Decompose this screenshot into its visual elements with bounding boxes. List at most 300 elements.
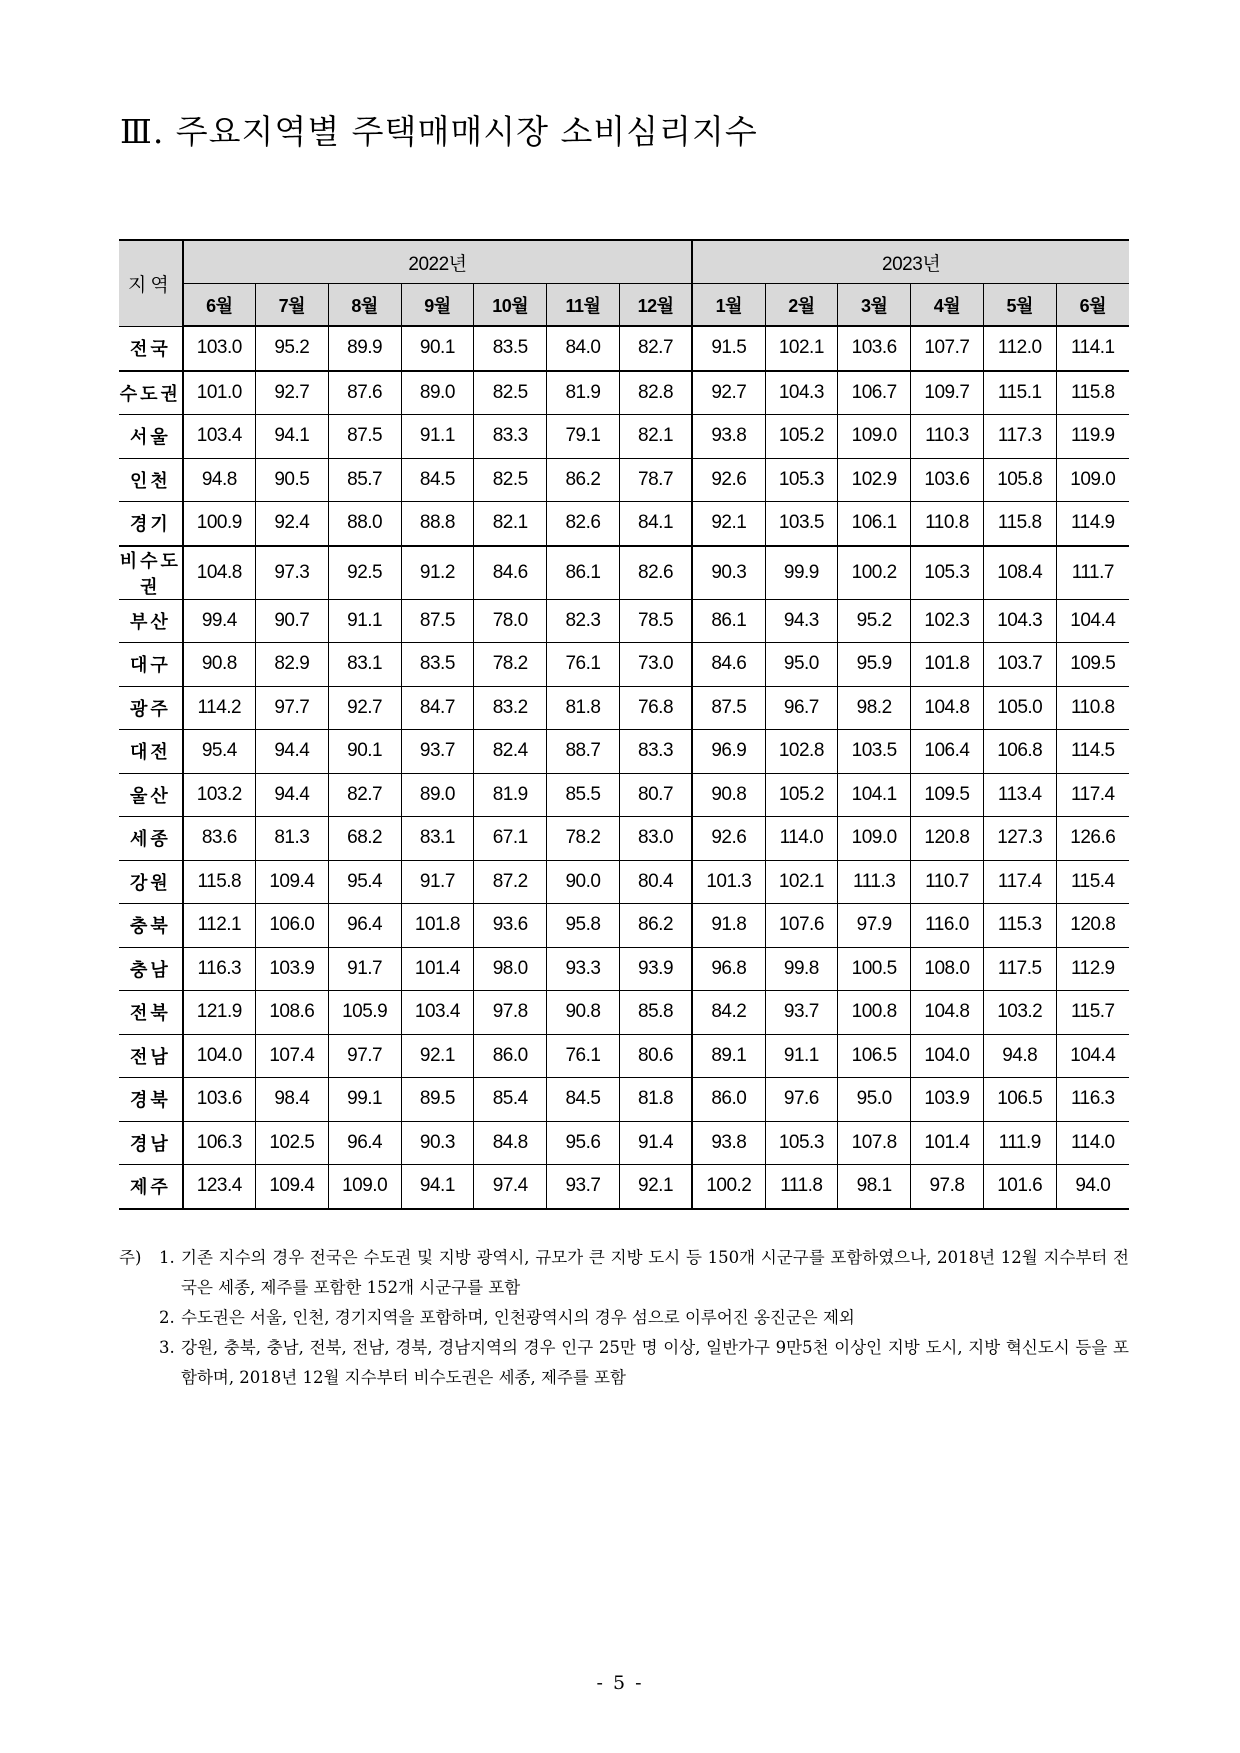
index-value-cell: 84.5 — [401, 458, 474, 502]
index-value-cell: 99.9 — [765, 546, 838, 600]
index-value-cell: 90.1 — [328, 730, 401, 774]
table-row — [119, 1165, 1129, 1209]
index-value-cell: 97.9 — [838, 904, 911, 948]
index-value-cell: 103.0 — [183, 326, 256, 371]
index-value-cell: 98.4 — [255, 1078, 328, 1122]
index-value-cell: 84.7 — [401, 686, 474, 730]
index-value-cell: 87.5 — [328, 415, 401, 459]
index-value-cell: 68.2 — [328, 817, 401, 861]
index-value-cell: 83.1 — [401, 817, 474, 861]
index-value-cell: 115.8 — [183, 860, 256, 904]
index-value-cell: 100.8 — [838, 991, 911, 1035]
index-value-cell: 102.1 — [765, 326, 838, 371]
index-value-cell: 81.8 — [619, 1078, 692, 1122]
index-value-cell: 96.4 — [328, 904, 401, 948]
index-value-cell: 88.7 — [547, 730, 620, 774]
index-value-cell: 103.9 — [911, 1078, 984, 1122]
index-value-cell: 105.9 — [328, 991, 401, 1035]
index-value-cell: 95.2 — [255, 326, 328, 371]
index-value-cell: 101.4 — [911, 1121, 984, 1165]
table-row — [119, 546, 1129, 600]
index-value-cell: 93.9 — [619, 947, 692, 991]
index-value-cell: 107.8 — [838, 1121, 911, 1165]
index-value-cell: 84.6 — [692, 643, 765, 687]
index-value-cell: 117.3 — [983, 415, 1056, 459]
index-value-cell: 103.5 — [838, 730, 911, 774]
index-value-cell: 78.0 — [474, 599, 547, 643]
index-value-cell: 102.1 — [765, 860, 838, 904]
table-row — [119, 773, 1129, 817]
index-value-cell: 109.4 — [255, 860, 328, 904]
index-value-cell: 104.3 — [765, 371, 838, 415]
table-row — [119, 1121, 1129, 1165]
index-value-cell: 86.1 — [547, 546, 620, 600]
index-value-cell: 114.0 — [765, 817, 838, 861]
region-name: 부산 — [119, 599, 183, 643]
index-value-cell: 89.5 — [401, 1078, 474, 1122]
index-value-cell: 90.8 — [547, 991, 620, 1035]
index-value-cell: 108.0 — [911, 947, 984, 991]
index-value-cell: 109.5 — [1056, 643, 1129, 687]
month-header: 6월 — [183, 284, 256, 327]
page-number: - 5 - — [596, 1672, 644, 1694]
index-value-cell: 103.4 — [401, 991, 474, 1035]
footnote-number: 3. — [159, 1338, 175, 1357]
index-value-cell: 97.3 — [255, 546, 328, 600]
index-value-cell: 109.5 — [911, 773, 984, 817]
month-header: 12월 — [619, 284, 692, 327]
index-value-cell: 104.4 — [1056, 1034, 1129, 1078]
table-row — [119, 686, 1129, 730]
index-value-cell: 92.4 — [255, 502, 328, 546]
index-value-cell: 82.5 — [474, 371, 547, 415]
index-value-cell: 104.0 — [911, 1034, 984, 1078]
index-value-cell: 100.9 — [183, 502, 256, 546]
index-value-cell: 107.6 — [765, 904, 838, 948]
index-value-cell: 84.0 — [547, 326, 620, 371]
index-value-cell: 94.0 — [1056, 1165, 1129, 1209]
index-value-cell: 111.3 — [838, 860, 911, 904]
index-value-cell: 99.8 — [765, 947, 838, 991]
month-header: 5월 — [983, 284, 1056, 327]
index-value-cell: 78.7 — [619, 458, 692, 502]
index-value-cell: 82.6 — [547, 502, 620, 546]
index-value-cell: 103.6 — [911, 458, 984, 502]
index-value-cell: 101.8 — [401, 904, 474, 948]
index-value-cell: 104.8 — [183, 546, 256, 600]
footnote-prefix: 주) — [119, 1248, 142, 1267]
index-value-cell: 99.4 — [183, 599, 256, 643]
index-value-cell: 95.4 — [328, 860, 401, 904]
index-value-cell: 92.1 — [692, 502, 765, 546]
index-value-cell: 91.1 — [765, 1034, 838, 1078]
index-value-cell: 112.1 — [183, 904, 256, 948]
month-header: 10월 — [474, 284, 547, 327]
index-value-cell: 89.9 — [328, 326, 401, 371]
index-value-cell: 98.1 — [838, 1165, 911, 1209]
index-value-cell: 115.3 — [983, 904, 1056, 948]
index-value-cell: 117.5 — [983, 947, 1056, 991]
index-value-cell: 94.3 — [765, 599, 838, 643]
index-value-cell: 82.7 — [619, 326, 692, 371]
index-value-cell: 90.7 — [255, 599, 328, 643]
index-value-cell: 89.0 — [401, 371, 474, 415]
region-name: 전국 — [119, 326, 183, 371]
month-header: 2월 — [765, 284, 838, 327]
index-value-cell: 94.1 — [255, 415, 328, 459]
index-value-cell: 104.8 — [911, 991, 984, 1035]
month-header: 6월 — [1056, 284, 1129, 327]
index-value-cell: 83.3 — [474, 415, 547, 459]
index-value-cell: 105.3 — [765, 458, 838, 502]
index-value-cell: 92.7 — [328, 686, 401, 730]
footnote-number: 2. — [159, 1308, 175, 1327]
table-row — [119, 947, 1129, 991]
region-name: 비수도권 — [119, 546, 183, 600]
index-value-cell: 120.8 — [911, 817, 984, 861]
month-header: 7월 — [255, 284, 328, 327]
index-value-cell: 82.1 — [619, 415, 692, 459]
index-value-cell: 95.8 — [547, 904, 620, 948]
index-value-cell: 96.7 — [765, 686, 838, 730]
region-name: 충북 — [119, 904, 183, 948]
index-value-cell: 115.7 — [1056, 991, 1129, 1035]
footnote-text: 기존 지수의 경우 전국은 수도권 및 지방 광역시, 규모가 큰 지방 도시 등 150개 시군구를 포함하였으나, 2018년 12월 지수부터 전국은 세종, 제주를 포함한 152개 시군구를 포함 — [181, 1248, 1129, 1297]
index-value-cell: 119.9 — [1056, 415, 1129, 459]
index-value-cell: 116.3 — [183, 947, 256, 991]
index-value-cell: 84.6 — [474, 546, 547, 600]
index-value-cell: 78.5 — [619, 599, 692, 643]
index-value-cell: 88.8 — [401, 502, 474, 546]
index-value-cell: 100.2 — [692, 1165, 765, 1209]
index-value-cell: 92.7 — [692, 371, 765, 415]
index-value-cell: 121.9 — [183, 991, 256, 1035]
month-header: 1월 — [692, 284, 765, 327]
index-value-cell: 103.5 — [765, 502, 838, 546]
index-value-cell: 90.0 — [547, 860, 620, 904]
index-value-cell: 85.7 — [328, 458, 401, 502]
index-value-cell: 97.7 — [255, 686, 328, 730]
year-header-row — [119, 240, 1129, 284]
index-value-cell: 82.5 — [474, 458, 547, 502]
region-name: 경남 — [119, 1121, 183, 1165]
month-header: 4월 — [911, 284, 984, 327]
index-value-cell: 105.2 — [765, 415, 838, 459]
index-value-cell: 92.6 — [692, 817, 765, 861]
index-value-cell: 102.9 — [838, 458, 911, 502]
index-value-cell: 103.6 — [838, 326, 911, 371]
index-value-cell: 109.4 — [255, 1165, 328, 1209]
index-value-cell: 105.0 — [983, 686, 1056, 730]
region-name: 광주 — [119, 686, 183, 730]
footnote-number: 1. — [159, 1248, 175, 1267]
region-name: 대전 — [119, 730, 183, 774]
index-value-cell: 113.4 — [983, 773, 1056, 817]
footnotes — [119, 1243, 1129, 1393]
index-value-cell: 84.1 — [619, 502, 692, 546]
index-value-cell: 97.8 — [911, 1165, 984, 1209]
index-value-cell: 76.1 — [547, 643, 620, 687]
index-value-cell: 82.6 — [619, 546, 692, 600]
index-value-cell: 94.4 — [255, 773, 328, 817]
index-value-cell: 110.8 — [911, 502, 984, 546]
index-value-cell: 110.8 — [1056, 686, 1129, 730]
index-value-cell: 117.4 — [1056, 773, 1129, 817]
index-value-cell: 103.9 — [255, 947, 328, 991]
index-value-cell: 81.9 — [547, 371, 620, 415]
month-header-row — [119, 284, 1129, 327]
index-value-cell: 93.3 — [547, 947, 620, 991]
index-value-cell: 114.2 — [183, 686, 256, 730]
index-value-cell: 123.4 — [183, 1165, 256, 1209]
index-value-cell: 84.2 — [692, 991, 765, 1035]
index-value-cell: 91.1 — [328, 599, 401, 643]
month-header: 11월 — [547, 284, 620, 327]
index-value-cell: 106.1 — [838, 502, 911, 546]
table-row — [119, 1078, 1129, 1122]
index-value-cell: 92.1 — [401, 1034, 474, 1078]
index-value-cell: 78.2 — [547, 817, 620, 861]
index-value-cell: 83.2 — [474, 686, 547, 730]
index-value-cell: 105.2 — [765, 773, 838, 817]
index-value-cell: 96.4 — [328, 1121, 401, 1165]
index-value-cell: 105.8 — [983, 458, 1056, 502]
index-value-cell: 83.5 — [401, 643, 474, 687]
index-value-cell: 110.7 — [911, 860, 984, 904]
index-value-cell: 109.7 — [911, 371, 984, 415]
index-value-cell: 101.6 — [983, 1165, 1056, 1209]
region-name: 전북 — [119, 991, 183, 1035]
index-value-cell: 93.7 — [401, 730, 474, 774]
index-value-cell: 104.8 — [911, 686, 984, 730]
table-row — [119, 991, 1129, 1035]
region-name: 경기 — [119, 502, 183, 546]
month-header: 8월 — [328, 284, 401, 327]
index-value-cell: 102.5 — [255, 1121, 328, 1165]
index-value-cell: 76.1 — [547, 1034, 620, 1078]
index-value-cell: 80.4 — [619, 860, 692, 904]
index-value-cell: 111.8 — [765, 1165, 838, 1209]
index-value-cell: 91.7 — [328, 947, 401, 991]
index-value-cell: 104.3 — [983, 599, 1056, 643]
index-value-cell: 114.9 — [1056, 502, 1129, 546]
index-value-cell: 91.4 — [619, 1121, 692, 1165]
index-value-cell: 84.5 — [547, 1078, 620, 1122]
index-value-cell: 96.9 — [692, 730, 765, 774]
index-value-cell: 97.8 — [474, 991, 547, 1035]
table-row — [119, 1034, 1129, 1078]
table-row — [119, 730, 1129, 774]
index-value-cell: 95.4 — [183, 730, 256, 774]
region-name: 서울 — [119, 415, 183, 459]
footnote-text: 강원, 충북, 충남, 전북, 전남, 경북, 경남지역의 경우 인구 25만 명 이상, 일반가구 9만5천 이상인 지방 도시, 지방 혁신도시 등을 포함하며, 2018년 12월 지수부터 비수도권은 세종, 제주를 포함 — [181, 1338, 1129, 1387]
region-name: 충남 — [119, 947, 183, 991]
index-value-cell: 106.0 — [255, 904, 328, 948]
table-row — [119, 502, 1129, 546]
index-value-cell: 105.3 — [911, 546, 984, 600]
index-value-cell: 106.8 — [983, 730, 1056, 774]
index-value-cell: 83.6 — [183, 817, 256, 861]
index-value-cell: 87.2 — [474, 860, 547, 904]
region-name: 인천 — [119, 458, 183, 502]
year-header-2023: 2023년 — [692, 240, 1129, 284]
index-value-cell: 86.1 — [692, 599, 765, 643]
index-value-cell: 93.8 — [692, 1121, 765, 1165]
index-value-cell: 85.5 — [547, 773, 620, 817]
index-value-cell: 90.8 — [183, 643, 256, 687]
index-value-cell: 114.0 — [1056, 1121, 1129, 1165]
index-value-cell: 91.1 — [401, 415, 474, 459]
index-value-cell: 76.8 — [619, 686, 692, 730]
index-value-cell: 83.0 — [619, 817, 692, 861]
index-value-cell: 116.0 — [911, 904, 984, 948]
index-value-cell: 91.2 — [401, 546, 474, 600]
index-value-cell: 93.8 — [692, 415, 765, 459]
index-value-cell: 85.4 — [474, 1078, 547, 1122]
index-value-cell: 111.7 — [1056, 546, 1129, 600]
index-value-cell: 86.2 — [619, 904, 692, 948]
index-value-cell: 78.2 — [474, 643, 547, 687]
index-value-cell: 90.3 — [692, 546, 765, 600]
index-value-cell: 104.0 — [183, 1034, 256, 1078]
index-value-cell: 93.7 — [765, 991, 838, 1035]
index-value-cell: 89.0 — [401, 773, 474, 817]
index-value-cell: 89.1 — [692, 1034, 765, 1078]
month-header: 9월 — [401, 284, 474, 327]
footnote-item — [119, 1303, 1129, 1333]
index-value-cell: 87.5 — [401, 599, 474, 643]
index-value-cell: 109.0 — [838, 817, 911, 861]
index-value-cell: 101.3 — [692, 860, 765, 904]
month-header: 3월 — [838, 284, 911, 327]
index-value-cell: 104.4 — [1056, 599, 1129, 643]
index-value-cell: 127.3 — [983, 817, 1056, 861]
index-value-cell: 90.5 — [255, 458, 328, 502]
table-row — [119, 415, 1129, 459]
index-value-cell: 102.3 — [911, 599, 984, 643]
index-value-cell: 87.5 — [692, 686, 765, 730]
index-value-cell: 91.5 — [692, 326, 765, 371]
index-value-cell: 109.0 — [1056, 458, 1129, 502]
index-value-cell: 95.6 — [547, 1121, 620, 1165]
index-value-cell: 110.3 — [911, 415, 984, 459]
index-value-cell: 86.2 — [547, 458, 620, 502]
index-value-cell: 115.1 — [983, 371, 1056, 415]
index-value-cell: 83.3 — [619, 730, 692, 774]
table-body — [119, 326, 1129, 1209]
index-value-cell: 112.9 — [1056, 947, 1129, 991]
index-value-cell: 94.8 — [983, 1034, 1056, 1078]
region-name: 제주 — [119, 1165, 183, 1209]
index-value-cell: 94.8 — [183, 458, 256, 502]
index-value-cell: 101.4 — [401, 947, 474, 991]
consumer-sentiment-index-table — [119, 239, 1129, 1210]
index-value-cell: 109.0 — [838, 415, 911, 459]
index-value-cell: 111.9 — [983, 1121, 1056, 1165]
index-value-cell: 95.9 — [838, 643, 911, 687]
index-value-cell: 100.2 — [838, 546, 911, 600]
index-value-cell: 90.3 — [401, 1121, 474, 1165]
index-value-cell: 98.2 — [838, 686, 911, 730]
index-value-cell: 100.5 — [838, 947, 911, 991]
index-value-cell: 106.4 — [911, 730, 984, 774]
index-value-cell: 95.0 — [838, 1078, 911, 1122]
index-value-cell: 91.8 — [692, 904, 765, 948]
index-value-cell: 88.0 — [328, 502, 401, 546]
region-name: 세종 — [119, 817, 183, 861]
index-value-cell: 67.1 — [474, 817, 547, 861]
index-value-cell: 94.1 — [401, 1165, 474, 1209]
index-value-cell: 126.6 — [1056, 817, 1129, 861]
region-name: 울산 — [119, 773, 183, 817]
index-value-cell: 82.8 — [619, 371, 692, 415]
region-name: 전남 — [119, 1034, 183, 1078]
table-row — [119, 326, 1129, 371]
table-row — [119, 371, 1129, 415]
index-value-cell: 105.3 — [765, 1121, 838, 1165]
index-value-cell: 94.4 — [255, 730, 328, 774]
index-value-cell: 82.1 — [474, 502, 547, 546]
index-value-cell: 92.7 — [255, 371, 328, 415]
index-value-cell: 112.0 — [983, 326, 1056, 371]
index-value-cell: 98.0 — [474, 947, 547, 991]
index-value-cell: 82.3 — [547, 599, 620, 643]
region-name: 경북 — [119, 1078, 183, 1122]
index-value-cell: 102.8 — [765, 730, 838, 774]
index-value-cell: 103.2 — [983, 991, 1056, 1035]
table-row — [119, 599, 1129, 643]
index-value-cell: 95.2 — [838, 599, 911, 643]
index-value-cell: 95.0 — [765, 643, 838, 687]
index-value-cell: 103.7 — [983, 643, 1056, 687]
index-value-cell: 87.6 — [328, 371, 401, 415]
index-value-cell: 92.1 — [619, 1165, 692, 1209]
index-value-cell: 101.8 — [911, 643, 984, 687]
index-value-cell: 81.3 — [255, 817, 328, 861]
region-name: 대구 — [119, 643, 183, 687]
index-value-cell: 90.8 — [692, 773, 765, 817]
footnote-text: 수도권은 서울, 인천, 경기지역을 포함하며, 인천광역시의 경우 섬으로 이루어진 옹진군은 제외 — [181, 1308, 855, 1327]
index-value-cell: 91.7 — [401, 860, 474, 904]
index-value-cell: 80.6 — [619, 1034, 692, 1078]
index-value-cell: 81.8 — [547, 686, 620, 730]
index-value-cell: 81.9 — [474, 773, 547, 817]
index-value-cell: 103.6 — [183, 1078, 256, 1122]
index-value-cell: 107.4 — [255, 1034, 328, 1078]
index-value-cell: 93.7 — [547, 1165, 620, 1209]
index-value-cell: 84.8 — [474, 1121, 547, 1165]
index-value-cell: 108.4 — [983, 546, 1056, 600]
index-value-cell: 92.6 — [692, 458, 765, 502]
index-value-cell: 115.4 — [1056, 860, 1129, 904]
index-value-cell: 99.1 — [328, 1078, 401, 1122]
index-value-cell: 117.4 — [983, 860, 1056, 904]
region-name: 수도권 — [119, 371, 183, 415]
index-value-cell: 106.3 — [183, 1121, 256, 1165]
index-value-cell: 80.7 — [619, 773, 692, 817]
index-value-cell: 120.8 — [1056, 904, 1129, 948]
footnote-item — [119, 1243, 1129, 1303]
index-value-cell: 82.7 — [328, 773, 401, 817]
index-value-cell: 106.5 — [983, 1078, 1056, 1122]
index-value-cell: 115.8 — [1056, 371, 1129, 415]
index-value-cell: 79.1 — [547, 415, 620, 459]
table-row — [119, 643, 1129, 687]
index-value-cell: 86.0 — [692, 1078, 765, 1122]
index-value-cell: 96.8 — [692, 947, 765, 991]
year-header-2022: 2022년 — [183, 240, 693, 284]
index-value-cell: 83.1 — [328, 643, 401, 687]
